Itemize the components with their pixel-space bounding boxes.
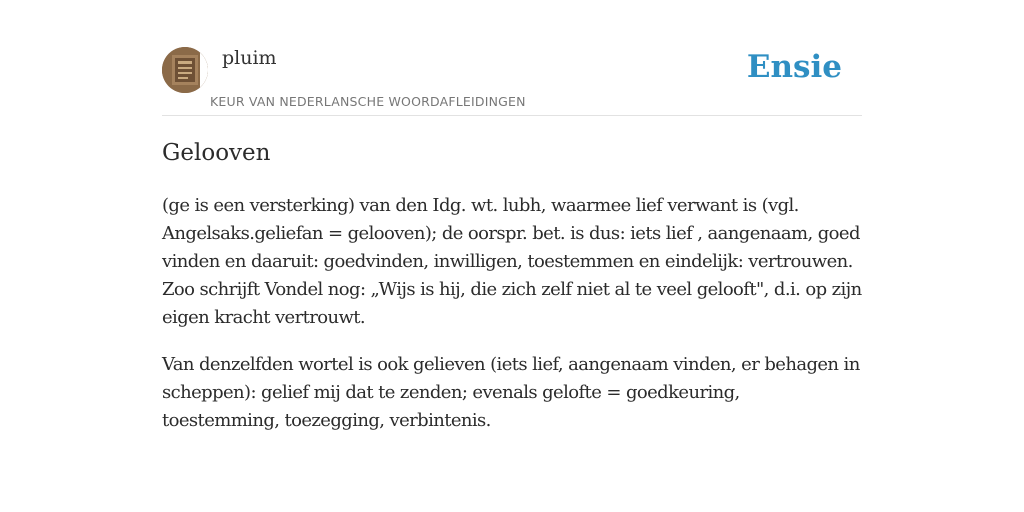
site-logo[interactable]: Ensie [746, 49, 842, 85]
source-label[interactable]: KEUR VAN NEDERLANSCHE WOORDAFLEIDINGEN [210, 94, 526, 109]
username-link[interactable]: pluim [222, 47, 277, 69]
entry-paragraph: Van denzelfden wortel is ook gelieven (iets lief, aangenaam vinden, er behagen in scheppen): gelief mij dat te zenden; evenals gelofte = goedkeuring, toestemming, toezegging, verbintenis. [162, 354, 860, 431]
page-header [162, 44, 862, 116]
avatar-image-icon [162, 47, 208, 93]
entry-content [162, 192, 862, 454]
entry-title: Gelooven [162, 140, 271, 166]
user-avatar[interactable] [162, 47, 208, 93]
entry-paragraph: (ge is een versterking) van den Idg. wt. lubh, waarmee lief verwant is (vgl. Angelsaks.geliefan = gelooven); de oorspr. bet. is dus: iets lief , aangenaam, goed vinden en daaruit: goedvinden, inwilligen, toestemmen en eindelijk: vertrouwen. Zoo schrijft Vondel nog: „Wijs is hij, die zich zelf niet al te veel gelooft", d.i. op zijn eigen kracht vertrouwt. [162, 195, 862, 328]
